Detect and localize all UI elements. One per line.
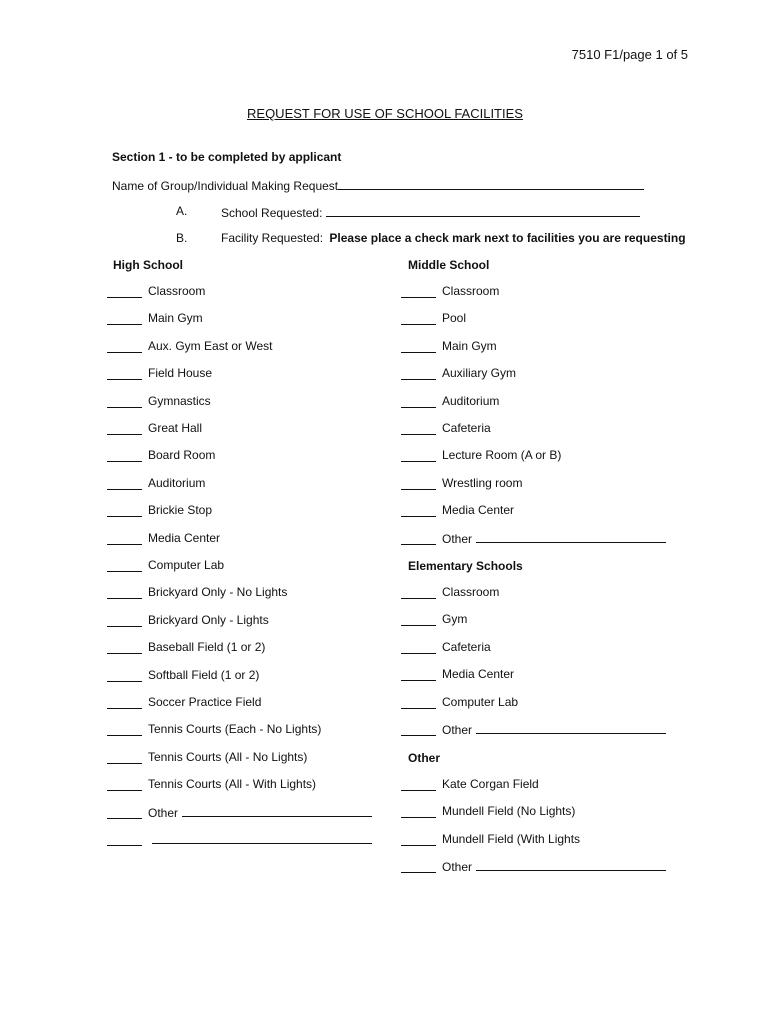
school-requested-field[interactable] (326, 204, 640, 217)
page-number: 7510 F1/page 1 of 5 (571, 47, 688, 62)
other-item-label: Mundell Field (With Lights (442, 831, 581, 846)
other-item-label: Kate Corgan Field (442, 777, 539, 791)
line-b-letter: B. (176, 231, 188, 245)
middle-school-checkmark-blank[interactable] (401, 341, 436, 353)
high-school-checkmark-blank[interactable] (107, 560, 142, 572)
high-school-item-label (148, 832, 372, 847)
high-school-item-label: Brickyard Only - No Lights (148, 585, 288, 600)
elementary-schools-checkmark-blank[interactable] (401, 587, 436, 599)
middle-school-item-label: Classroom (442, 284, 500, 298)
middle-school-item-label: Auditorium (442, 393, 500, 408)
middle-school-other-field[interactable] (476, 531, 666, 543)
high-school-checkmark-blank[interactable] (107, 615, 142, 627)
high-school-item-label: Brickie Stop (148, 503, 213, 518)
section-heading: Section 1 - to be completed by applicant (112, 150, 342, 164)
high-school-item-label: Soccer Practice Field (148, 695, 262, 709)
high-school-checkmark-blank[interactable] (107, 724, 142, 736)
high-school-checkmark-blank[interactable] (107, 396, 142, 408)
high-school-item-label: Great Hall (148, 421, 203, 435)
middle-school-item-label: Pool (442, 311, 467, 326)
middle-school-item-label: Auxiliary Gym (442, 366, 517, 381)
other-other-field[interactable] (476, 859, 666, 871)
high-school-checkmark-blank[interactable] (107, 286, 142, 298)
high-school-item-label: Brickyard Only - Lights (148, 612, 269, 627)
high-school-checkmark-blank[interactable] (107, 450, 142, 462)
middle-school-item-label: Other (442, 531, 666, 546)
high-school-item-label: Board Room (148, 448, 216, 463)
elementary-schools-checkmark-blank[interactable] (401, 614, 436, 626)
high-school-checkmark-blank[interactable] (107, 587, 142, 599)
facility-requested-line (176, 231, 187, 245)
middle-school-heading: Middle School (408, 258, 490, 272)
middle-school-checkmark-blank[interactable] (401, 423, 436, 435)
elementary-schools-item-label: Other (442, 722, 666, 737)
high-school-checkmark-blank[interactable] (107, 313, 142, 325)
high-school-checkmark-blank[interactable] (107, 779, 142, 791)
other-checkmark-blank[interactable] (401, 861, 436, 873)
high-school-checkmark-blank[interactable] (107, 697, 142, 709)
high-school-heading: High School (113, 258, 183, 272)
middle-school-item-label: Cafeteria (442, 421, 491, 435)
elementary-schools-item-label: Media Center (442, 667, 515, 682)
other-item-label: Other (442, 859, 666, 874)
middle-school-item-label: Media Center (442, 503, 515, 518)
high-school-item-label: Aux. Gym East or West (148, 338, 273, 353)
high-school-item-label: Main Gym (148, 311, 203, 326)
middle-school-item-label: Main Gym (442, 338, 497, 353)
facility-instruction: Please place a check mark next to facilities you are requesting (329, 231, 686, 245)
school-requested-row (221, 204, 640, 220)
elementary-schools-checkmark-blank[interactable] (401, 669, 436, 681)
middle-school-checkmark-blank[interactable] (401, 313, 436, 325)
high-school-item-label: Field House (148, 366, 213, 381)
form-title: REQUEST FOR USE OF SCHOOL FACILITIES (247, 106, 523, 121)
high-school-item-label: Classroom (148, 284, 206, 298)
other-item-label: Mundell Field (No Lights) (442, 804, 576, 819)
middle-school-checkmark-blank[interactable] (401, 478, 436, 490)
elementary-schools-other-field[interactable] (476, 722, 666, 734)
high-school-checkmark-blank[interactable] (107, 752, 142, 764)
high-school-checkmark-blank[interactable] (107, 670, 142, 682)
high-school-checkmark-blank[interactable] (107, 368, 142, 380)
elementary-schools-checkmark-blank[interactable] (401, 697, 436, 709)
high-school-item-label: Tennis Courts (All - No Lights) (148, 749, 308, 764)
facility-requested-label: Facility Requested: (221, 231, 324, 245)
elementary-schools-item-label: Cafeteria (442, 639, 491, 654)
high-school-item-label: Baseball Field (1 or 2) (148, 640, 266, 655)
facility-requested-row (221, 231, 686, 245)
elementary-schools-item-label: Gym (442, 612, 468, 627)
high-school-item-label: Other (148, 805, 372, 820)
middle-school-checkmark-blank[interactable] (401, 286, 436, 298)
high-school-item-label: Auditorium (148, 475, 206, 490)
middle-school-checkmark-blank[interactable] (401, 450, 436, 462)
high-school-other-field[interactable] (182, 805, 372, 817)
other-heading: Other (408, 751, 441, 765)
other-checkmark-blank[interactable] (401, 779, 436, 791)
high-school-item-label: Tennis Courts (All - With Lights) (148, 777, 317, 792)
high-school-other-field[interactable] (152, 832, 372, 844)
elementary-schools-item-label: Classroom (442, 585, 500, 599)
other-checkmark-blank[interactable] (401, 806, 436, 818)
high-school-item-label: Softball Field (1 or 2) (148, 667, 260, 682)
school-requested-line (176, 204, 187, 218)
middle-school-item-label: Wrestling room (442, 475, 523, 490)
other-checkmark-blank[interactable] (401, 834, 436, 846)
high-school-item-label: Computer Lab (148, 558, 225, 572)
high-school-item-label: Tennis Courts (Each - No Lights) (148, 722, 322, 737)
middle-school-item-label: Lecture Room (A or B) (442, 448, 562, 463)
high-school-checkmark-blank[interactable] (107, 807, 142, 819)
high-school-item-label: Media Center (148, 530, 221, 545)
high-school-checkmark-blank[interactable] (107, 423, 142, 435)
middle-school-checkmark-blank[interactable] (401, 396, 436, 408)
elementary-schools-checkmark-blank[interactable] (401, 724, 436, 736)
high-school-checkmark-blank[interactable] (107, 478, 142, 490)
middle-school-checkmark-blank[interactable] (401, 533, 436, 545)
group-name-line (112, 177, 644, 193)
high-school-checkmark-blank[interactable] (107, 533, 142, 545)
elementary-schools-item-label: Computer Lab (442, 694, 519, 709)
line-a-letter: A. (176, 204, 188, 218)
group-name-label: Name of Group/Individual Making Request (112, 179, 339, 193)
high-school-checkmark-blank[interactable] (107, 642, 142, 654)
middle-school-checkmark-blank[interactable] (401, 368, 436, 380)
high-school-item-label: Gymnastics (148, 393, 211, 408)
high-school-checkmark-blank[interactable] (107, 505, 142, 517)
elementary-schools-heading: Elementary Schools (408, 559, 523, 573)
high-school-checkmark-blank[interactable] (107, 834, 142, 846)
high-school-checkmark-blank[interactable] (107, 341, 142, 353)
elementary-schools-checkmark-blank[interactable] (401, 642, 436, 654)
group-name-field[interactable] (338, 177, 644, 190)
school-requested-label: School Requested: (221, 206, 323, 220)
middle-school-checkmark-blank[interactable] (401, 505, 436, 517)
